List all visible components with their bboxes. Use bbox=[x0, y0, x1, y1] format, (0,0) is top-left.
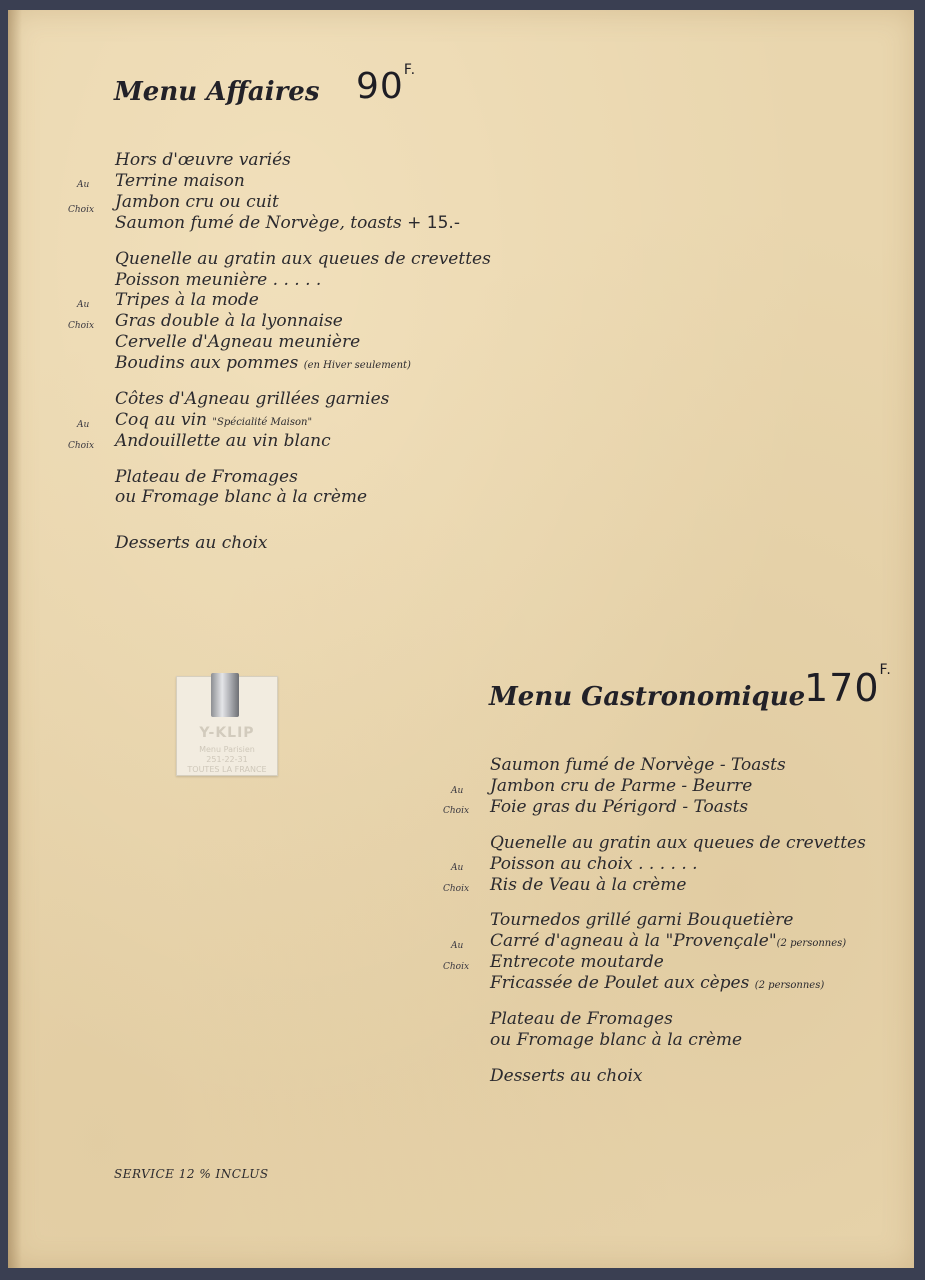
menu-gastronomique-title: Menu Gastronomique bbox=[489, 682, 806, 712]
choix-label: Choix bbox=[443, 962, 470, 972]
portion-note: (2 personnes) bbox=[776, 938, 847, 949]
menu-item: Andouillette au vin blanc bbox=[115, 431, 331, 451]
clip-text: TOUTES LA FRANCE bbox=[187, 765, 267, 774]
menu-item: ou Fromage blanc à la crème bbox=[490, 1030, 743, 1050]
menu-item: Jambon cru de Parme - Beurre bbox=[490, 776, 753, 796]
service-note: SERVICE 12 % INCLUS bbox=[114, 1167, 269, 1181]
menu-item: Carré d'agneau à la "Provençale"(2 personnes) bbox=[490, 931, 847, 951]
menu-item: Saumon fumé de Norvège - Toasts bbox=[490, 755, 786, 775]
menu-item: Hors d'œuvre variés bbox=[115, 150, 291, 170]
clip-text: 251-22-31 bbox=[206, 755, 248, 764]
menu-item: Quenelle au gratin aux queues de crevettes bbox=[115, 249, 491, 269]
menu-affaires-title: Menu Affaires bbox=[114, 77, 320, 107]
choix-label: Choix bbox=[68, 441, 95, 451]
menu-item: Poisson meunière . . . . . bbox=[115, 270, 322, 290]
au-label: Au bbox=[451, 941, 464, 951]
portion-note: (2 personnes) bbox=[754, 980, 825, 991]
menu-item: Côtes d'Agneau grillées garnies bbox=[115, 389, 390, 409]
clip-brand: Y-KLIP bbox=[199, 725, 255, 741]
au-label: Au bbox=[77, 180, 90, 190]
menu-item: Ris de Veau à la crème bbox=[490, 875, 687, 895]
menu-item: Tripes à la mode bbox=[115, 290, 259, 310]
menu-item: Terrine maison bbox=[115, 171, 245, 191]
choix-label: Choix bbox=[68, 205, 95, 215]
menu-item: Coq au vin "Spécialité Maison" bbox=[115, 410, 313, 430]
choix-label: Choix bbox=[443, 884, 470, 894]
menu-item: Quenelle au gratin aux queues de crevettes bbox=[490, 833, 866, 853]
menu-item: Boudins aux pommes (en Hiver seulement) bbox=[115, 353, 411, 373]
season-note: (en Hiver seulement) bbox=[303, 360, 411, 371]
choix-label: Choix bbox=[443, 806, 470, 816]
dot-leader: . . . . . . bbox=[638, 854, 698, 874]
clip-text: Menu Parisien bbox=[199, 745, 255, 754]
menu-item: Entrecote moutarde bbox=[490, 952, 664, 972]
au-label: Au bbox=[77, 300, 90, 310]
menu-item: Desserts au choix bbox=[490, 1066, 643, 1086]
y-klip-holder bbox=[176, 676, 278, 776]
menu-gastronomique-price: $170^{F.}$ bbox=[804, 662, 892, 710]
menu-item: ou Fromage blanc à la crème bbox=[115, 487, 368, 507]
menu-item: Poisson au choix . . . . . . bbox=[490, 854, 698, 874]
menu-item: Gras double à la lyonnaise bbox=[115, 311, 343, 331]
au-label: Au bbox=[451, 863, 464, 873]
au-label: Au bbox=[451, 786, 464, 796]
dot-leader: . . . . . bbox=[272, 270, 322, 290]
metal-clip-icon bbox=[211, 673, 239, 717]
menu-item: Fricassée de Poulet aux cèpes (2 personnes) bbox=[490, 973, 825, 993]
menu-affaires-price: $90^{F.}$ bbox=[356, 62, 417, 107]
page-fold-shadow bbox=[8, 10, 22, 1268]
specialite-note: "Spécialité Maison" bbox=[212, 417, 313, 428]
au-label: Au bbox=[77, 420, 90, 430]
menu-item: Foie gras du Périgord - Toasts bbox=[490, 797, 749, 817]
menu-item: Plateau de Fromages bbox=[490, 1009, 673, 1029]
menu-item: Tournedos grillé garni Bouquetière bbox=[490, 910, 794, 930]
supplement-price: + 15.- bbox=[407, 213, 460, 233]
menu-item: Jambon cru ou cuit bbox=[115, 192, 279, 212]
menu-item: Desserts au choix bbox=[115, 533, 268, 553]
menu-item: Cervelle d'Agneau meunière bbox=[115, 332, 361, 352]
menu-item: Saumon fumé de Norvège, toasts + 15.- bbox=[115, 213, 460, 233]
choix-label: Choix bbox=[68, 321, 95, 331]
menu-item: Plateau de Fromages bbox=[115, 467, 298, 487]
